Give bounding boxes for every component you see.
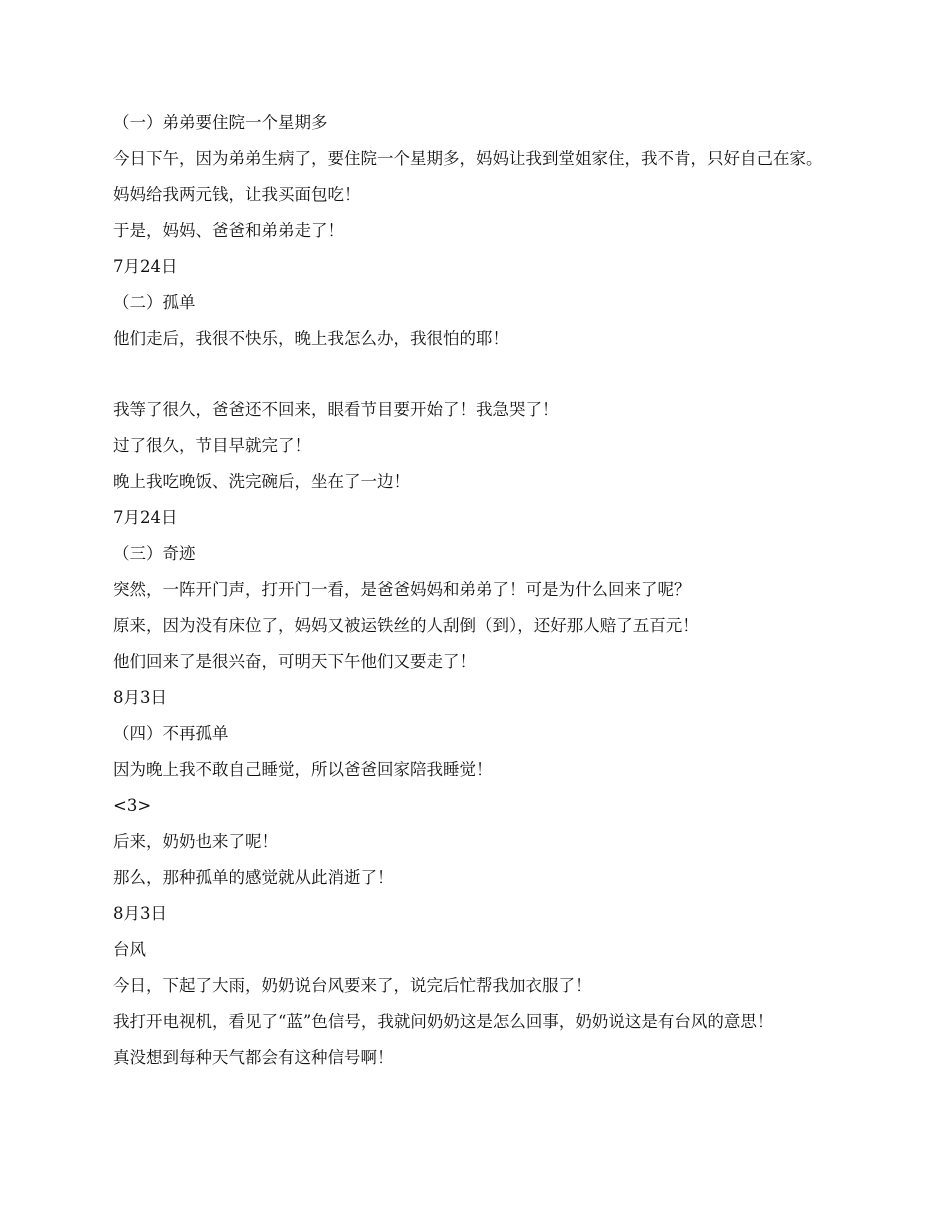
paragraph: 因为晚上我不敢自己睡觉，所以爸爸回家陪我睡觉！	[113, 760, 493, 779]
section-heading-1: （一）弟弟要住院一个星期多	[113, 113, 328, 132]
date-line: 7月24日	[113, 257, 178, 276]
section-heading-5: 台风	[113, 940, 146, 959]
paragraph: 今日下午，因为弟弟生病了，要住院一个星期多，妈妈让我到堂姐家住，我不肯，只好自己在家。	[113, 149, 823, 168]
paragraph: 过了很久，节目早就完了！	[113, 436, 311, 455]
page-marker: <3>	[113, 796, 152, 815]
paragraph: 原来，因为没有床位了，妈妈又被运铁丝的人刮倒（到），还好那人赔了五百元！	[113, 616, 699, 635]
paragraph: 后来，奶奶也来了呢！	[113, 832, 278, 851]
paragraph: 于是，妈妈、爸爸和弟弟走了！	[113, 221, 344, 240]
paragraph: 妈妈给我两元钱，让我买面包吃！	[113, 185, 361, 204]
paragraph: 突然，一阵开门声，打开门一看，是爸爸妈妈和弟弟了！可是为什么回来了呢？	[113, 580, 691, 599]
paragraph: 真没想到每种天气都会有这种信号啊！	[113, 1048, 394, 1067]
section-heading-4: （四）不再孤单	[113, 724, 229, 743]
paragraph: 晚上我吃晚饭、洗完碗后，坐在了一边！	[113, 472, 410, 491]
paragraph: 他们回来了是很兴奋，可明天下午他们又要走了！	[113, 652, 476, 671]
paragraph: 那么，那种孤单的感觉就从此消逝了！	[113, 868, 394, 887]
paragraph: 我等了很久，爸爸还不回来，眼看节目要开始了！我急哭了！	[113, 400, 559, 419]
date-line: 7月24日	[113, 508, 178, 527]
document-body	[113, 112, 843, 1083]
date-line: 8月3日	[113, 688, 167, 707]
blank-line	[113, 364, 843, 399]
paragraph: 我打开电视机，看见了“蓝”色信号，我就问奶奶这是怎么回事，奶奶说这是有台风的意思！	[113, 1012, 774, 1031]
section-heading-3: （三）奇迹	[113, 544, 196, 563]
paragraph: 今日，下起了大雨，奶奶说台风要来了，说完后忙帮我加衣服了！	[113, 976, 592, 995]
section-heading-2: （二）孤单	[113, 293, 196, 312]
paragraph: 他们走后，我很不快乐，晚上我怎么办，我很怕的耶！	[113, 329, 509, 348]
date-line: 8月3日	[113, 904, 167, 923]
